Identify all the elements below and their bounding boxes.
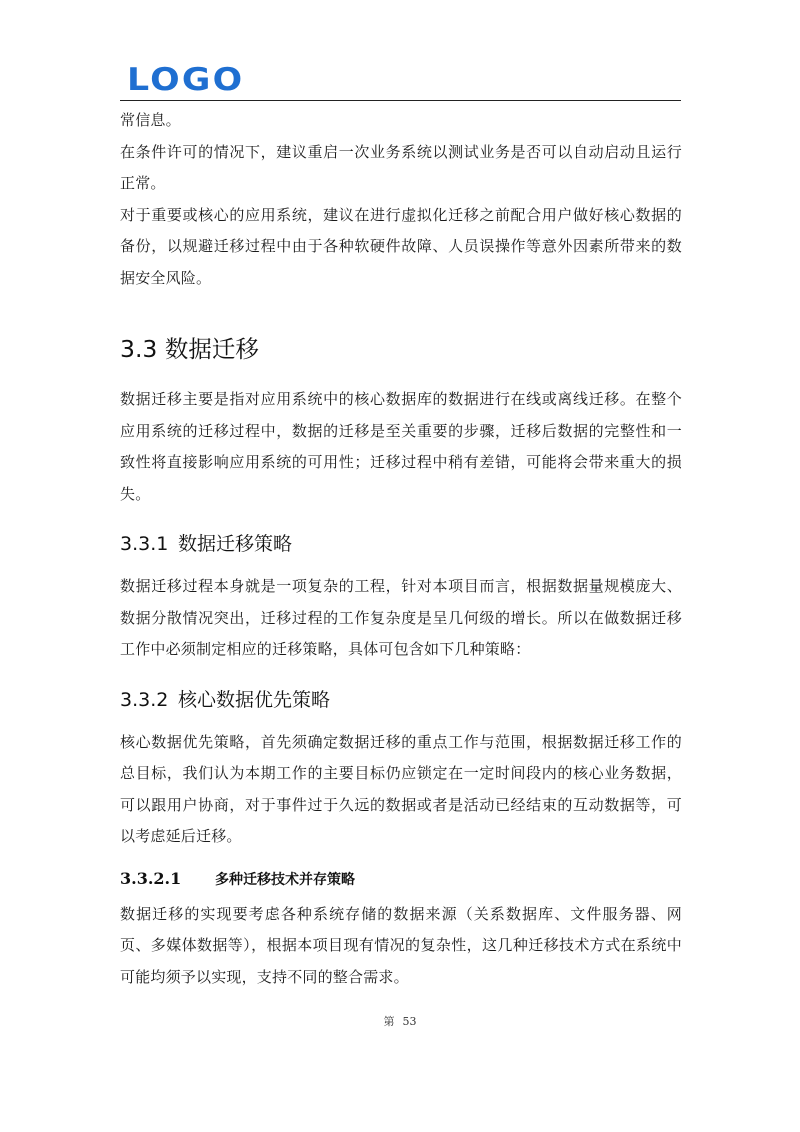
section-title: 多种迁移技术并存策略 (215, 871, 355, 888)
paragraph: 核心数据优先策略，首先须确定数据迁移的重点工作与范围，根据数据迁移工作的总目标，我们认为本期工作的主要目标仍应锁定在一定时间段内的核心业务数据，可以跟用户协商，对于事件过于久远的数据或者是活动已经结束的互动数据等，可以考虑延后迁移。 (120, 732, 682, 845)
document-body (120, 105, 682, 993)
section-heading-3-3-2-1 (120, 867, 682, 892)
section-heading-3-3-2 (120, 686, 682, 714)
section-heading-3-3-1 (120, 530, 682, 558)
logo: LOGO (127, 62, 245, 98)
paragraph: 常信息。 (120, 111, 181, 129)
section-heading-3-3: 3.3 数据迁移 (120, 335, 259, 363)
section-number: 3.3.1 (120, 533, 169, 555)
paragraph: 数据迁移的实现要考虑各种系统存储的数据来源（关系数据库、文件服务器、网页、多媒体数据等），根据本项目现有情况的复杂性，这几种迁移技术方式在系统中可能均须予以实现，支持不同的整合需求。 (120, 904, 682, 986)
section-number: 3.3.2.1 (120, 868, 182, 888)
page-prefix: 第 (383, 1015, 395, 1028)
page-number: 53 (402, 1015, 417, 1028)
section-number: 3.3.2 (120, 688, 169, 711)
page-header (120, 60, 681, 101)
paragraph: 数据迁移过程本身就是一项复杂的工程，针对本项目而言，根据数据量规模庞大、数据分散情况突出，迁移过程的工作复杂度是呈几何级的增长。所以在做数据迁移工作中必须制定相应的迁移策略，具体可包含如下几种策略： (120, 577, 682, 658)
section-title: 数据迁移策略 (178, 533, 293, 555)
paragraph: 对于重要或核心的应用系统，建议在进行虚拟化迁移之前配合用户做好核心数据的备份，以规避迁移过程中由于各种软硬件故障、人员误操作等意外因素所带来的数据安全风险。 (120, 205, 682, 287)
paragraph: 在条件许可的情况下，建议重启一次业务系统以测试业务是否可以自动启动且运行正常。 (120, 142, 682, 192)
section-title: 核心数据优先策略 (178, 688, 331, 711)
paragraph: 数据迁移主要是指对应用系统中的核心数据库的数据进行在线或离线迁移。在整个应用系统的迁移过程中，数据的迁移是至关重要的步骤，迁移后数据的完整性和一致性将直接影响应用系统的可用性；迁移过程中稍有差错，可能将会带来重大的损失。 (120, 390, 682, 503)
page-footer (0, 1013, 800, 1029)
